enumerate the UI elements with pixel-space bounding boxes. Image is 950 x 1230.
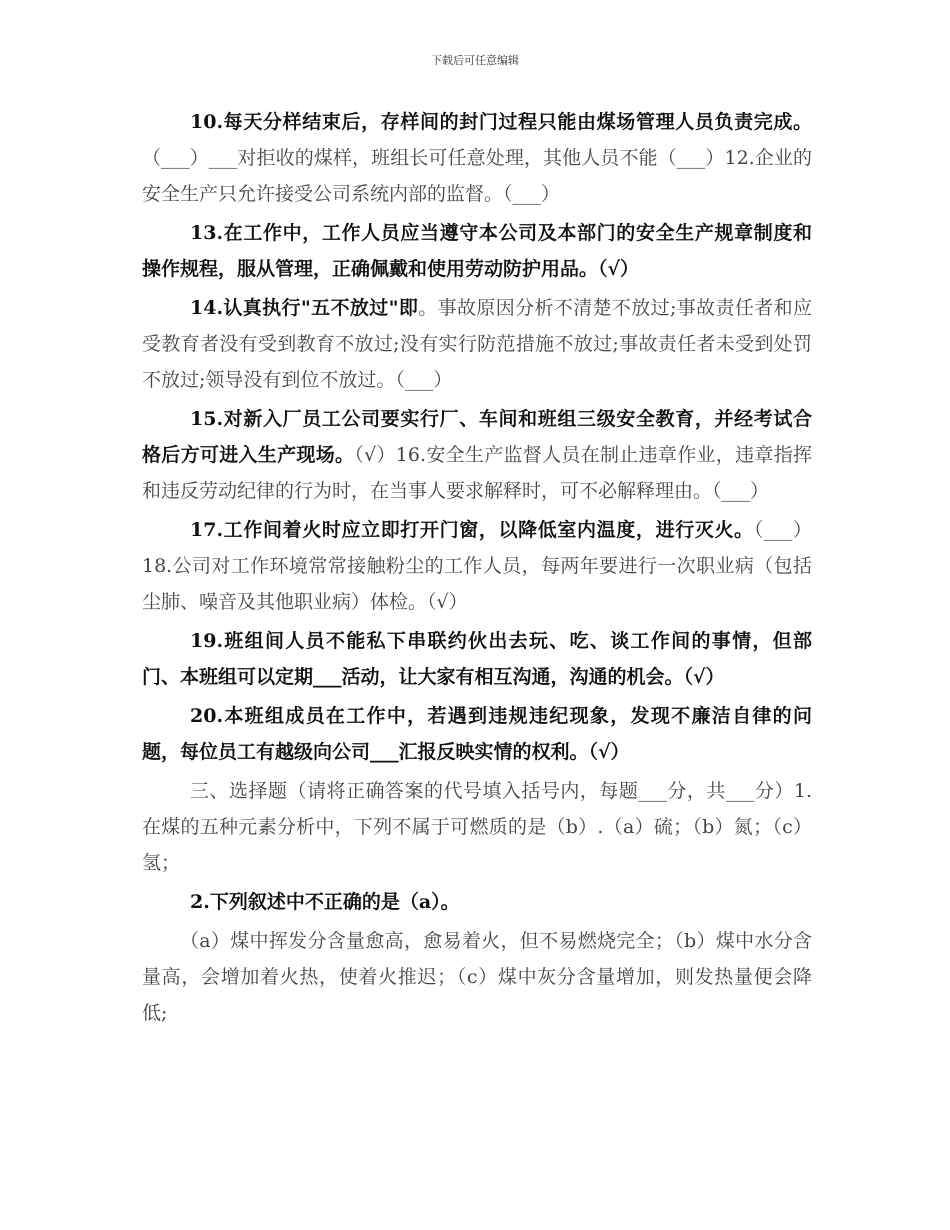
paragraph-q17-18 [142, 512, 812, 620]
paragraph-q15-16 [142, 401, 812, 509]
question-17-text: 17.工作间着火时应立即打开门窗，以降低室内温度，进行灭火。 [190, 519, 754, 541]
question-10-text: 10.每天分样结束后，存样间的封门过程只能由煤场管理人员负责完成。 [190, 111, 812, 133]
question-14-lead: 14.认真执行"五不放过"即 [190, 297, 419, 319]
question-16-text: （√）16.安全生产监督人员在制止违章作业，违章指挥和违反劳动纪律的行为时，在当事人要求解释时，可不必解释理由。（___） [142, 444, 812, 502]
question-14-body: 。事故原因分析不清楚不放过;事故责任者和应受教育者没有受到教育不放过;没有实行防范措施不放过;事故责任者未受到处罚不放过;领导没有到位不放过。（___） [142, 297, 813, 391]
choice-question-2-options: （a）煤中挥发分含量愈高，愈易着火，但不易燃烧完全；（b）煤中水分含量高，会增加着火热，使着火推迟；（c）煤中灰分含量增加，则发热量便会降低; [142, 930, 812, 1024]
paragraph-q14 [142, 290, 812, 398]
question-13-text: 13.在工作中，工作人员应当遵守本公司及本部门的安全生产规章制度和操作规程，服从管理，正确佩戴和使用劳动防护用品。（√） [142, 222, 812, 280]
questions-11-12-text: （___）___对拒收的煤样，班组长可任意处理，其他人员不能（___）12.企业的安全生产只允许接受公司系统内部的监督。（___） [142, 147, 812, 205]
choice-question-2: 2.下列叙述中不正确的是（a）。 [190, 891, 460, 913]
page-header: 下载后可任意编辑 [431, 54, 519, 67]
question-18-text: （___）18.公司对工作环境常常接触粉尘的工作人员，每两年要进行一次职业病（包括尘肺、噪音及其他职业病）体检。（√） [142, 519, 812, 613]
section-3-heading: 三、选择题（请将正确答案的代号填入括号内，每题___分，共___分）1.在煤的五种元素分析中，下列不属于可燃质的是（b）.（a）硫；（b）氮；（c）氢； [142, 780, 812, 874]
question-19-text: 19.班组间人员不能私下串联约伙出去玩、吃、谈工作间的事情，但部门、本班组可以定期___活动，让大家有相互沟通，沟通的机会。（√） [142, 630, 812, 688]
document-body [142, 104, 812, 1034]
paragraph-q10-12 [142, 104, 812, 212]
question-20-text: 20.本班组成员在工作中，若遇到违规违纪现象，发现不廉洁自律的问题，每位员工有越级向公司___汇报反映实情的权利。（√） [142, 705, 812, 763]
question-15-text: 15.对新入厂员工公司要实行厂、车间和班组三级安全教育，并经考试合格后方可进入生产现场。 [142, 408, 812, 466]
